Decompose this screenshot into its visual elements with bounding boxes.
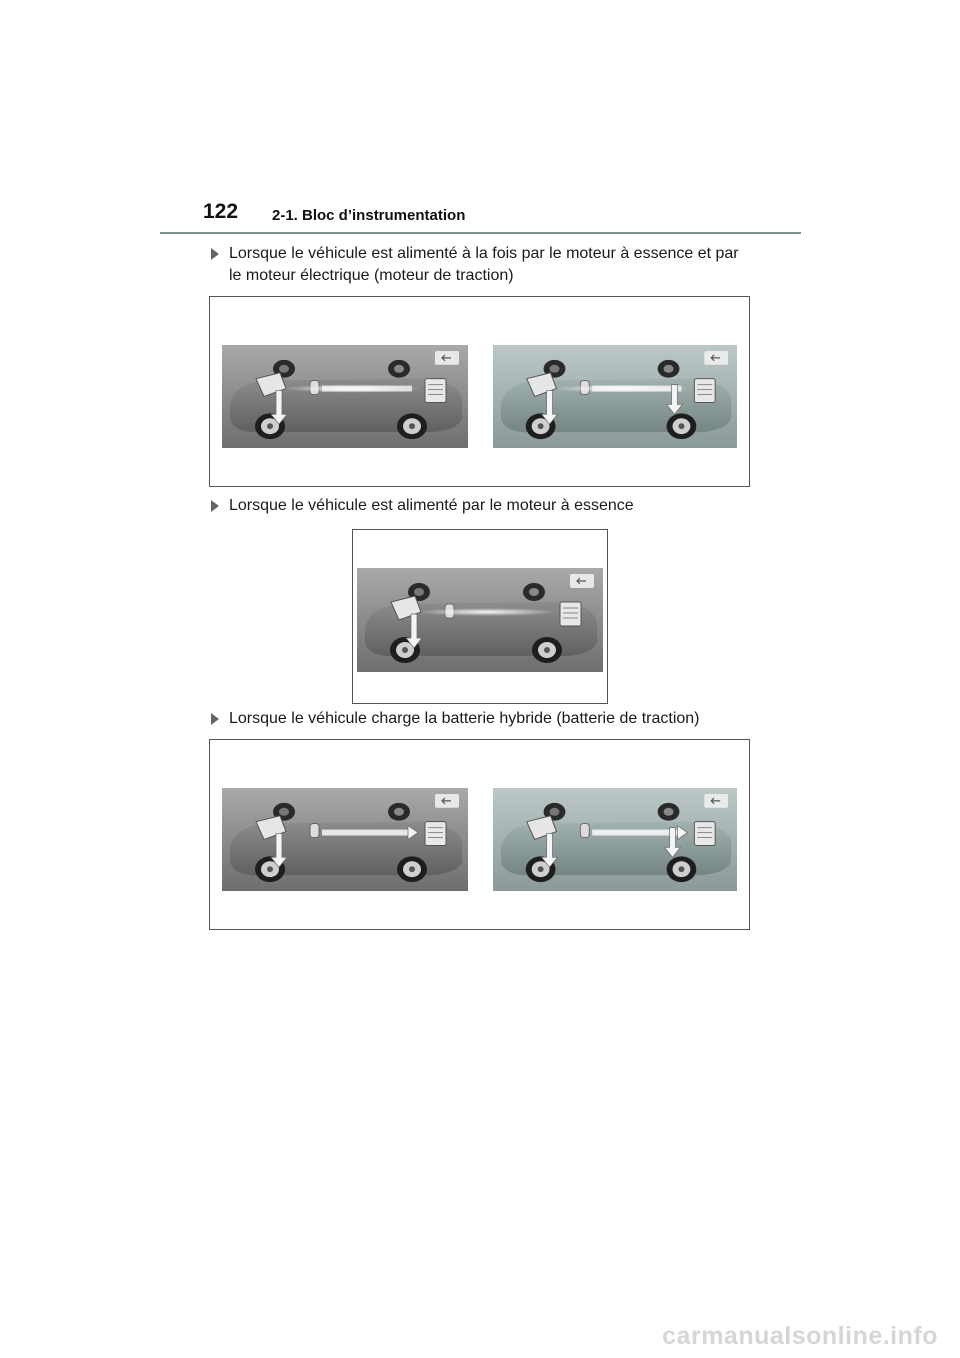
watermark: carmanualsonline.info (662, 1322, 938, 1350)
bullet-arrow-icon (211, 500, 219, 512)
figure-box-engine-and-motor (209, 296, 750, 487)
energy-flow-charging-screen-alt (493, 788, 737, 891)
header-rule (160, 232, 801, 234)
bullet-arrow-icon (211, 713, 219, 725)
bullet-arrow-icon (211, 248, 219, 260)
bullet-charging (211, 708, 771, 730)
bullet-engine-only (211, 495, 751, 517)
energy-flow-engine-only-screen (357, 568, 603, 672)
section-title: 2-1. Bloc d’instrumentation (272, 207, 466, 224)
bullet-text: Lorsque le véhicule est alimenté à la fois par le moteur à essence et par le moteur électrique (moteur de traction) (229, 245, 739, 284)
energy-flow-engine-and-motor-screen-alt (493, 345, 737, 448)
page-number: 122 (203, 200, 239, 223)
bullet-engine-and-motor (211, 243, 751, 287)
bullet-text: Lorsque le véhicule est alimenté par le moteur à essence (229, 497, 634, 514)
energy-flow-charging-screen (222, 788, 468, 891)
energy-flow-engine-and-motor-screen (222, 345, 468, 448)
bullet-text: Lorsque le véhicule charge la batterie hybride (batterie de traction) (229, 710, 700, 727)
figure-box-charging (209, 739, 750, 930)
figure-box-engine-only (352, 529, 608, 704)
